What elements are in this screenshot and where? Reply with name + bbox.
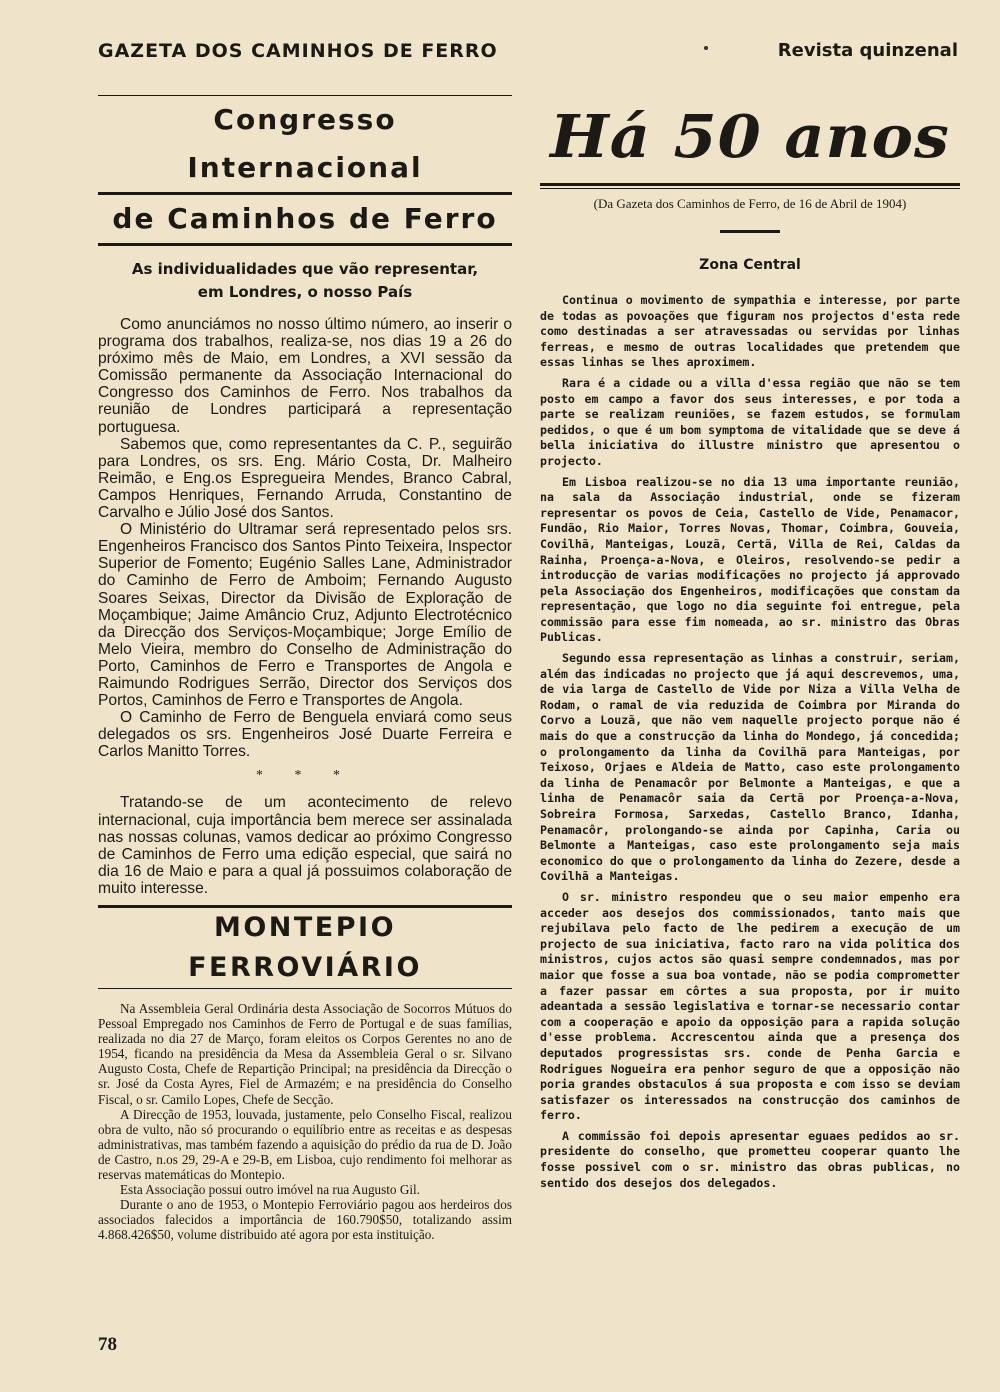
congress-paragraph: O Ministério do Ultramar será representado pelos srs. Engenheiros Francisco dos Santos Pinto Teixeira, Inspector Superior de Fomento; Eugénio Salles Lane, Administrador do Caminho de Ferro de Amboim; Fernando Augusto Soares Seixas, Director da Divisão de Exploração de Moçambique; Jaime Amâncio Cruz, Adjunto Electrotécnico da Direcção dos Serviços-Moçambique; Jorge Emílio de Melo Vieira, membro do Conselho de Administração do Porto, Caminhos de Ferro e Transportes de Angola e Raimundo Rodrigues Serrão, Director dos Serviços dos Portos, Caminhos de Ferro e Transportes de Angola. [98,521,512,710]
montepio-paragraph: Durante o ano de 1953, o Montepio Ferroviário pagou aos herdeiros dos associados falecidos a importância de 160.790$50, totalizando assim 4.868.426$50, volume distribuido até agora por esta instituição. [98,1197,512,1243]
history-paragraph: Continua o movimento de sympathia e interesse, por parte de todas as povoações que figuram nos projectos d'esta rede como destinadas a ser atravessadas ou servidas por linhas ferreas, e mesmo de outras localidades que pretendem que essas linhas se lhes aproximem. [540,293,960,370]
congress-paragraph: Sabemos que, como representantes da C. P., seguirão para Londres, os srs. Eng. Mário Costa, Dr. Malheiro Reimão, e Eng.os Espregueira Mendes, Branco Cabral, Campos Henriques, Fernando Arruda, Constantino de Carvalho e Júlio José dos Santos. [98,435,512,522]
history-paragraph: Segundo essa representação as linhas a construir, seriam, além das indicadas no projecto que já aqui descrevemos, uma, de via larga de Castello de Vide por Niza a Villa Velha de Rodam, o ramal de via reduzida de Coimbra por Miranda do Corvo a Louzã, que não vem naquelle projecto porque não é mais do que a construcção da linha do Mondego, já concedida; o prolongamento da linha da Covilhã para Manteigas, por Teixoso, Orjaes e Aldeia de Matto, caso este prolongamento da linha de Penamacôr por Belmonte a Manteigas, e que a linha de Penamacôr saia da Certã por Proença-a-Nova, Sobreira Formosa, Sarxedas, Castello Branco, Idanha, Penamacôr, prolongando-se ainda por Capinha, Caria ou Belmonte a Manteigas, caso este prolongamento seja mais economico do que o prolongamento da linha do Zezere, desde a Covilhã a Manteigas. [540,651,960,884]
montepio-paragraph: Na Assembleia Geral Ordinária desta Associação de Socorros Mútuos do Pessoal Empregado nos Caminhos de Ferro de Portugal e de suas famílias, realizada no dia 27 de Março, foram eleitos os Corpos Gerentes no ano de 1954, ficando na presidência da Mesa da Assembleia Geral o sr. Silvano Augusto Costa, Chefe de Repartição Principal; na presidência da Direcção o sr. José da Costa Ayres, Fiel de Armazém; e na presidência do Conselho Fiscal, o sr. Camilo Lopes, Chefe de Secção. [98,1001,512,1107]
history-article [540,293,960,1191]
section-separator: * * * [256,768,354,784]
congress-title-line2: de Caminhos de Ferro [112,202,498,235]
left-column [98,95,512,1243]
history-source: (Da Gazeta dos Caminhos de Ferro, de 16 de Abril de 1904) [593,196,907,211]
montepio-paragraph: A Direcção de 1953, louvada, justamente, pelo Conselho Fiscal, realizou obra de vulto, não só procurando o equilíbrio entre as receitas e as despesas administrativas, mas também fazendo a aquisição do prédio da rua de D. João de Castro, n.os 29, 29-A e 29-B, em Lisboa, cujo rendimento foi melhorar as reservas matemáticas do Montepio. [98,1106,512,1183]
history-paragraph: Em Lisboa realizou-se no dia 13 uma importante reunião, na sala da Associação industrial, onde se fizeram representar os povos de Ceia, Castello de Vide, Penamacor, Fundão, Rio Maior, Torres Novas, Thomar, Coimbra, Gouveia, Covilhã, Manteigas, Louzã, Certã, Villa de Rei, Caldas da Rainha, Proença-a-Nova, e Oleiros, resolvendo-se pedir a introducção de varias modificações no projecto já approvado pela Associação dos Engenheiros, modificações que constam da representação, que logo no dia seguinte foi entregue, pela commissão para esse fim nomeada, ao sr. ministro das Obras Publicas. [540,474,960,645]
right-column [540,95,960,1191]
history-section-heading: Zona Central [699,257,801,273]
montepio-title: MONTEPIO FERROVIÁRIO [188,912,422,983]
history-divider [720,230,780,233]
decorative-dot [704,46,708,50]
subhead-line1: As individualidades que vão representar, [131,260,479,278]
publication-title: GAZETA DOS CAMINHOS DE FERRO [98,40,498,62]
history-paragraph: O sr. ministro respondeu que o seu maior empenho era acceder aos desejos dos commissionados, tanto mais que rejubilava pelo facto de lhe pedirem a execução de um projecto de sua iniciativa, facto raro na vida politica dos ministros, cujos actos são quasi sempre condemnados, mas por maior que fosse a sua boa vontade, não se podia comprometter a fazer passar em côrtes a sua proposta, por ir muito adeantada a sessão legislativa e tornar-se necessario contar com a cooperação e apoio da opposição para a rapida solução d'esse problema. Accrescentou ainda que a presença dos deputados progressistas srs. conde de Penha Garcia e Rodrigues Nogueira era penhor seguro de que a opposição não poria grandes obstaculos á sua proposta e com isso se deviam satisfazer os interessados na construcção dos caminhos de ferro. [540,889,960,1123]
montepio-article [98,1001,512,1243]
history-paragraph: Rara é a cidade ou a villa d'essa região que não se tem posto em campo a favor dos seus interesses, e por toda a parte se realizam reuniões, se fazem estudos, se formulam pedidos, o que é um bom symptoma de vitalidade que se deve á bella iniciativa do illustre ministro que apresentou o projecto. [540,375,960,468]
montepio-paragraph: Esta Associação possui outro imóvel na rua Augusto Gil. [120,1182,420,1198]
congress-paragraph: Como anunciámos no nosso último número, ao inserir o programa dos trabalhos, realiza-se, nos dias 19 a 26 do próximo mês de Maio, em Londres, a XVI sessão da Comissão permanente da Associação Internacional do Congresso dos Caminhos de Ferro. Nos trabalhos da reunião de Londres participará a representação portuguesa. [98,316,512,436]
publication-frequency: Revista quinzenal [777,40,958,61]
history-title-rule [540,183,960,186]
subhead-line2: em Londres, o nosso País [197,283,413,301]
congress-paragraph: O Caminho de Ferro de Benguela enviará como seus delegados os srs. Engenheiros José Duarte Ferreira e Carlos Manitto Torres. [98,709,512,761]
page-number: 78 [98,1334,117,1355]
history-title: Há 50 anos [550,101,950,172]
history-title-rule-thin [540,188,960,189]
congress-paragraph: Tratando-se de um acontecimento de relevo internacional, cuja importância bem merece ser assinalada nas nossas colunas, vamos dedicar ao próximo Congresso de Caminhos de Ferro uma edição especial, que sairá no dia 16 de Maio e para a qual já possuimos colaboração de muito interesse. [98,794,512,897]
history-paragraph: A commissão foi depois apresentar eguaes pedidos ao sr. presidente do conselho, que prometteu cooperar quanto lhe fosse possivel com o sr. ministro das obras publicas, no sentido dos desejos dos delegados. [540,1128,960,1190]
congress-title-line1: Congresso Internacional [187,103,423,184]
congress-subhead [98,258,512,304]
title-rule-bottom [98,243,512,246]
montepio-rule-bottom [98,988,512,989]
congress-article [98,316,512,897]
